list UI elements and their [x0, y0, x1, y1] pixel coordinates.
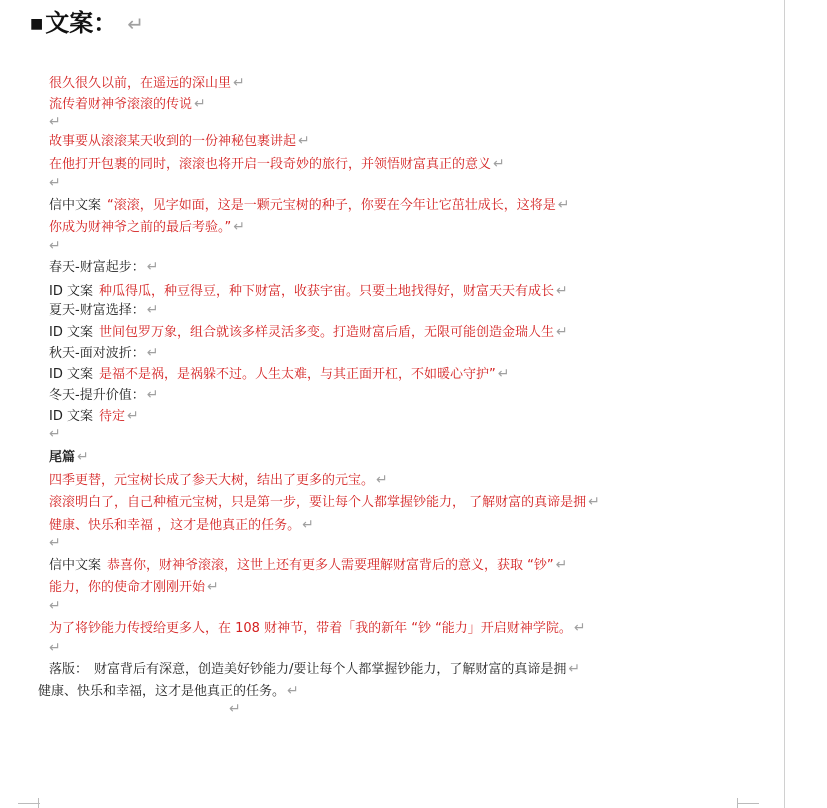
- paragraph-mark-icon: ↵: [146, 387, 159, 403]
- empty-line[interactable]: [49, 237, 61, 256]
- text-line[interactable]: [49, 493, 600, 512]
- text-line[interactable]: [49, 407, 139, 426]
- line-text: 为了将钞能力传授给更多人，在 108 财神节，带着「我的新年 “钞 “能力」开启财神学院。: [49, 621, 572, 636]
- text-line[interactable]: [49, 155, 505, 174]
- line-label: 信中文案: [49, 558, 102, 573]
- line-label: 冬天-提升价值：: [49, 388, 145, 403]
- empty-line[interactable]: [49, 639, 61, 658]
- page-corner-mark: [38, 798, 39, 808]
- heading-text: 文案：: [45, 9, 118, 37]
- paragraph-mark-icon: ↵: [568, 661, 581, 677]
- line-text: 世间包罗万象，组合就该多样灵活多变。打造财富后盾，无限可能创造金瑞人生: [98, 325, 554, 340]
- bullet-icon: ■: [30, 16, 44, 32]
- line-label: 夏天-财富选择：: [49, 303, 145, 318]
- paragraph-mark-icon: ↵: [49, 640, 61, 656]
- empty-line[interactable]: [49, 174, 61, 193]
- empty-line[interactable]: [229, 700, 241, 719]
- page-corner-mark: [737, 798, 738, 808]
- line-text: 故事要从滚滚某天收到的一份神秘包裹讲起: [49, 134, 297, 149]
- page-corner-mark: [737, 803, 759, 804]
- paragraph-mark-icon: ↵: [555, 557, 568, 573]
- paragraph-mark-icon: ↵: [49, 175, 61, 191]
- line-label: ID 文案: [49, 367, 93, 382]
- paragraph-mark-icon: ↵: [556, 283, 568, 299]
- line-text: 是福不是祸，是祸躲不过。人生太难，与其正面开杠，不如暖心守护”: [98, 367, 496, 382]
- text-line[interactable]: [49, 556, 567, 575]
- line-text: 待定: [98, 409, 125, 424]
- paragraph-mark-icon: ↵: [127, 12, 144, 36]
- text-line[interactable]: [49, 218, 245, 237]
- line-text: 你成为财神爷之前的最后考验。”: [49, 220, 232, 235]
- section-label[interactable]: [49, 344, 158, 363]
- paragraph-mark-icon: ↵: [287, 683, 299, 699]
- paragraph-mark-icon: ↵: [77, 449, 89, 465]
- paragraph-mark-icon: ↵: [302, 517, 314, 533]
- paragraph-mark-icon: ↵: [497, 366, 510, 382]
- paragraph-mark-icon: ↵: [49, 426, 61, 442]
- empty-line[interactable]: [49, 425, 61, 444]
- text-line[interactable]: [49, 578, 219, 597]
- paragraph-mark-icon: ↵: [207, 579, 219, 595]
- line-text: 流传着财神爷滚滚的传说: [49, 97, 193, 112]
- text-line[interactable]: [49, 95, 206, 114]
- text-line[interactable]: [49, 132, 310, 151]
- paragraph-mark-icon: ↵: [127, 408, 139, 424]
- paragraph-mark-icon: ↵: [298, 133, 310, 149]
- text-line[interactable]: [49, 516, 314, 535]
- paragraph-mark-icon: ↵: [49, 114, 61, 130]
- paragraph-mark-icon: ↵: [49, 238, 61, 254]
- line-label: ID 文案: [49, 325, 93, 340]
- section-label[interactable]: [49, 301, 158, 320]
- line-label: ID 文案: [49, 409, 93, 424]
- paragraph-mark-icon: ↵: [233, 75, 245, 91]
- text-line[interactable]: [49, 619, 586, 638]
- paragraph-mark-icon: ↵: [146, 302, 159, 318]
- paragraph-mark-icon: ↵: [146, 345, 159, 361]
- text-line[interactable]: [49, 471, 388, 490]
- paragraph-mark-icon: ↵: [557, 197, 570, 213]
- text-line[interactable]: [49, 323, 568, 342]
- line-text: 种瓜得瓜，种豆得豆，种下财富，收获宇宙。只要土地找得好，财富天天有成长: [98, 284, 554, 299]
- paragraph-mark-icon: ↵: [588, 494, 600, 510]
- line-text: 财富背后有深意，创造美好钞能力/要让每个人都掌握钞能力，了解财富的真谛是拥: [94, 662, 567, 677]
- line-label: ID 文案: [49, 284, 93, 299]
- paragraph-mark-icon: ↵: [49, 598, 61, 614]
- text-line[interactable]: [49, 196, 570, 215]
- paragraph-mark-icon: ↵: [493, 156, 505, 172]
- text-line[interactable]: [49, 660, 580, 679]
- line-text: 滚滚明白了，自己种植元宝树，只是第一步，要让每个人都掌握钞能力， 了解财富的真谛是拥: [49, 495, 587, 510]
- empty-line[interactable]: [49, 597, 61, 616]
- line-label: 秋天-面对波折：: [49, 346, 145, 361]
- section-label[interactable]: [49, 386, 158, 405]
- paragraph-mark-icon: ↵: [49, 535, 61, 551]
- paragraph-mark-icon: ↵: [573, 620, 586, 636]
- line-text: 在他打开包裹的同时，滚滚也将开启一段奇妙的旅行，并领悟财富真正的意义: [49, 157, 492, 172]
- page-border: [784, 0, 785, 808]
- document-heading[interactable]: [30, 6, 144, 41]
- page-corner-mark: [18, 803, 40, 804]
- line-label: 尾篇: [49, 450, 76, 465]
- paragraph-mark-icon: ↵: [194, 96, 206, 112]
- empty-line[interactable]: [49, 534, 61, 553]
- line-label: 春天-财富起步：: [49, 260, 145, 275]
- paragraph-mark-icon: ↵: [556, 324, 568, 340]
- paragraph-mark-icon: ↵: [146, 259, 159, 275]
- paragraph-mark-icon: ↵: [376, 472, 388, 488]
- line-text: “滚滚，见字如面，这是一颗元宝树的种子，你要在今年让它茁壮成长，这将是: [107, 198, 556, 213]
- line-text: 恭喜你，财神爷滚滚，这世上还有更多人需要理解财富背后的意义，获取 “钞”: [107, 558, 554, 573]
- line-text: 很久很久以前，在遥远的深山里: [49, 76, 232, 91]
- text-line[interactable]: [38, 682, 299, 701]
- paragraph-mark-icon: ↵: [229, 701, 241, 717]
- line-text: 四季更替，元宝树长成了参天大树，结出了更多的元宝。: [49, 473, 375, 488]
- line-label: 信中文案: [49, 198, 102, 213]
- text-line[interactable]: [49, 282, 568, 301]
- empty-line[interactable]: [49, 113, 61, 132]
- paragraph-mark-icon: ↵: [233, 219, 245, 235]
- section-heading[interactable]: [49, 448, 89, 467]
- text-line[interactable]: [49, 365, 509, 384]
- line-label: 落版：: [49, 662, 89, 677]
- line-text: 能力，你的使命才刚刚开始: [49, 580, 206, 595]
- section-label[interactable]: [49, 258, 158, 277]
- line-text: 健康、快乐和幸福，这才是他真正的任务。: [38, 684, 286, 699]
- text-line[interactable]: [49, 74, 245, 93]
- line-text: 健康、快乐和幸福 ，这才是他真正的任务。: [49, 518, 301, 533]
